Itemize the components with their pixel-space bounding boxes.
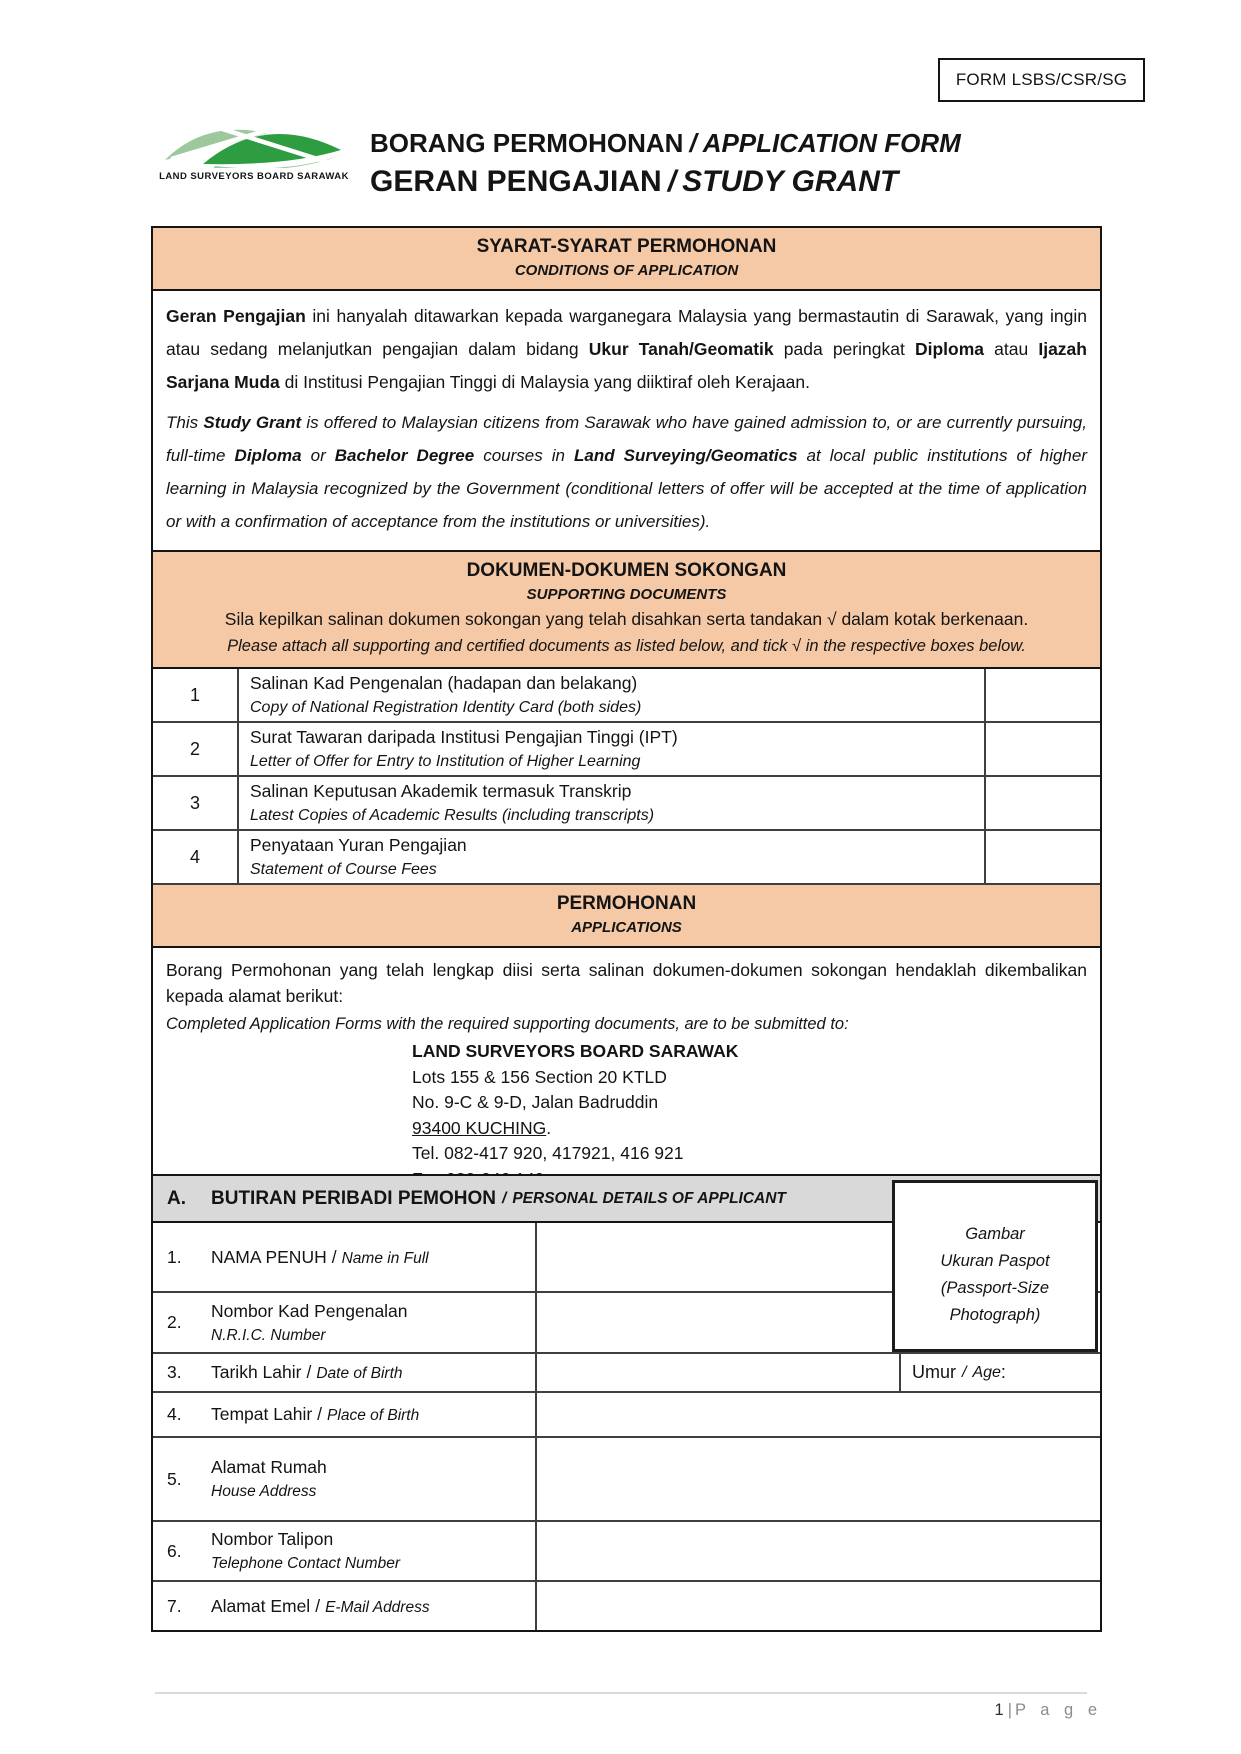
address-city: 93400 KUCHING. bbox=[412, 1117, 552, 1138]
field-label bbox=[153, 1393, 535, 1436]
address-line-2: No. 9-C & 9-D, Jalan Badruddin bbox=[412, 1092, 659, 1112]
field-row-telephone bbox=[153, 1522, 1100, 1582]
photo-box-line: Gambar bbox=[965, 1225, 1025, 1243]
field-house-address[interactable] bbox=[535, 1438, 1100, 1520]
applications-heading-malay: PERMOHONAN bbox=[556, 893, 697, 914]
applications-header bbox=[153, 885, 1100, 948]
label-separator: / bbox=[315, 1595, 321, 1616]
section-letter: A. bbox=[167, 1187, 186, 1209]
label-malay: Alamat Emel bbox=[211, 1595, 311, 1616]
document-row bbox=[153, 669, 1100, 723]
heading-separator: / bbox=[502, 1189, 507, 1207]
passport-photo-box[interactable] bbox=[892, 1180, 1098, 1352]
document-desc-malay: Surat Tawaran daripada Institusi Pengajian Tinggi (IPT) bbox=[250, 727, 678, 747]
form-title bbox=[370, 126, 961, 201]
photo-box-line: (Passport-Size bbox=[940, 1279, 1050, 1297]
document-description bbox=[239, 669, 986, 721]
label-english: E-Mail Address bbox=[325, 1598, 430, 1616]
document-desc-english: Latest Copies of Academic Results (including transcripts) bbox=[250, 807, 655, 824]
document-number: 2 bbox=[153, 723, 239, 775]
documents-heading-malay: DOKUMEN-DOKUMEN SOKONGAN bbox=[466, 560, 787, 581]
applications-paragraph-malay: Borang Permohonan yang telah lengkap diisi serta salinan dokumen-dokumen sokongan hendaklah dikembalikan kepada alamat berikut: bbox=[166, 960, 1087, 1006]
title-separator: / bbox=[667, 165, 677, 198]
field-number: 2. bbox=[167, 1312, 182, 1332]
title2-english: STUDY GRANT bbox=[682, 165, 899, 198]
form-code-box: FORM LSBS/CSR/SG bbox=[938, 58, 1145, 102]
document-description bbox=[239, 723, 986, 775]
field-number: 7. bbox=[167, 1595, 182, 1616]
field-row-house-address bbox=[153, 1438, 1100, 1522]
title1-english: APPLICATION FORM bbox=[702, 128, 961, 158]
land-surveyors-logo-icon bbox=[163, 116, 345, 168]
address-line-1: Lots 155 & 156 Section 20 KTLD bbox=[412, 1066, 667, 1087]
applications-body bbox=[153, 948, 1100, 1203]
document-number: 3 bbox=[153, 777, 239, 829]
document-checkbox[interactable] bbox=[986, 831, 1100, 883]
label-english: Name in Full bbox=[341, 1249, 429, 1267]
label-separator: / bbox=[331, 1246, 337, 1267]
field-label bbox=[153, 1438, 535, 1520]
document-number: 1 bbox=[153, 669, 239, 721]
label-malay: Nombor Kad Pengenalan bbox=[211, 1300, 408, 1321]
field-label bbox=[153, 1522, 535, 1580]
page-word: P a g e bbox=[1015, 1701, 1102, 1719]
age-label-separator: / bbox=[962, 1363, 967, 1381]
field-label bbox=[153, 1582, 535, 1630]
field-row-date-of-birth bbox=[153, 1354, 1100, 1393]
label-malay: NAMA PENUH bbox=[211, 1246, 327, 1267]
label-separator: / bbox=[317, 1404, 323, 1424]
age-label-malay: Umur bbox=[912, 1362, 956, 1382]
footer-separator: | bbox=[1007, 1701, 1012, 1719]
document-desc-english: Letter of Offer for Entry to Institution of Higher Learning bbox=[250, 753, 641, 770]
page-number: 1 bbox=[994, 1701, 1004, 1719]
field-number: 1. bbox=[167, 1246, 182, 1267]
field-number: 4. bbox=[167, 1404, 182, 1424]
document-description bbox=[239, 831, 986, 883]
submission-address bbox=[412, 1039, 1087, 1192]
document-row bbox=[153, 831, 1100, 885]
field-email-address[interactable] bbox=[535, 1582, 1100, 1630]
label-english: Place of Birth bbox=[327, 1407, 420, 1424]
document-desc-malay: Salinan Kad Pengenalan (hadapan dan belakang) bbox=[250, 673, 638, 693]
label-malay: Tempat Lahir bbox=[211, 1404, 313, 1424]
footer-divider bbox=[155, 1692, 1087, 1694]
age-label-colon: : bbox=[1000, 1362, 1006, 1382]
field-label bbox=[153, 1293, 535, 1352]
field-date-of-birth[interactable] bbox=[535, 1354, 899, 1391]
conditions-heading-malay: SYARAT-SYARAT PERMOHONAN bbox=[476, 236, 777, 257]
document-number: 4 bbox=[153, 831, 239, 883]
main-form-box bbox=[151, 226, 1102, 1205]
field-telephone-number[interactable] bbox=[535, 1522, 1100, 1580]
address-org-name: LAND SURVEYORS BOARD SARAWAK bbox=[412, 1041, 739, 1061]
applications-paragraph-english: Completed Application Forms with the required supporting documents, are to be submitted to: bbox=[166, 1015, 849, 1033]
photo-box-line: Photograph) bbox=[949, 1306, 1041, 1324]
conditions-paragraph-malay: Geran Pengajian ini hanyalah ditawarkan kepada warganegara Malaysia yang bermastautin di Sarawak, yang ingin atau sedang melanjutkan pengajian dalam bidang Ukur Tanah/Geomatik pada peringkat Diploma atau Ijazah Sarjana Muda di Institusi Pengajian Tinggi di Malaysia yang diiktiraf oleh Kerajaan. bbox=[166, 306, 1087, 392]
title2-malay: GERAN PENGAJIAN bbox=[370, 165, 662, 198]
label-english: Date of Birth bbox=[316, 1365, 403, 1382]
label-english: N.R.I.C. Number bbox=[211, 1326, 326, 1344]
document-desc-english: Statement of Course Fees bbox=[250, 861, 437, 878]
label-malay: Alamat Rumah bbox=[211, 1457, 327, 1477]
title-line-2 bbox=[370, 163, 961, 201]
photo-box-line: Ukuran Paspot bbox=[940, 1252, 1050, 1270]
document-checkbox[interactable] bbox=[986, 777, 1100, 829]
documents-header bbox=[153, 552, 1100, 669]
conditions-header bbox=[153, 228, 1100, 291]
field-age[interactable] bbox=[899, 1354, 1100, 1391]
conditions-heading-english: CONDITIONS OF APPLICATION bbox=[514, 262, 739, 279]
field-row-place-of-birth bbox=[153, 1393, 1100, 1438]
field-label bbox=[153, 1354, 535, 1391]
label-english: House Address bbox=[211, 1483, 317, 1500]
label-malay: Nombor Talipon bbox=[211, 1529, 334, 1549]
page-footer bbox=[151, 1701, 1102, 1720]
document-desc-malay: Salinan Keputusan Akademik termasuk Transkrip bbox=[250, 781, 632, 801]
document-checkbox[interactable] bbox=[986, 723, 1100, 775]
document-desc-english: Copy of National Registration Identity Card (both sides) bbox=[250, 699, 642, 716]
document-checkbox[interactable] bbox=[986, 669, 1100, 721]
title-separator: / bbox=[689, 128, 697, 158]
personal-heading-english: PERSONAL DETAILS OF APPLICANT bbox=[512, 1189, 786, 1207]
field-label bbox=[153, 1223, 535, 1291]
label-malay: Tarikh Lahir bbox=[211, 1362, 302, 1382]
age-label-english: Age bbox=[972, 1363, 1001, 1381]
conditions-paragraph-english: This Study Grant is offered to Malaysian citizens from Sarawak who have gained admission to, or are currently pursuing, full-time Diploma or Bachelor Degree courses in Land Surveying/Geomatics at local public institutions of higher learning in Malaysia recognized by the Government (conditional letters of offer will be accepted at the time of application or with a confirmation of acceptance from the institutions or universities). bbox=[166, 413, 1087, 531]
address-telephone: Tel. 082-417 920, 417921, 416 921 bbox=[412, 1143, 684, 1163]
documents-note-english: Please attach all supporting and certified documents as listed below, and tick √ in the respective boxes below. bbox=[227, 637, 1026, 655]
title-line-1 bbox=[370, 126, 961, 160]
org-logo bbox=[156, 116, 352, 182]
field-place-of-birth[interactable] bbox=[535, 1393, 1100, 1436]
document-row bbox=[153, 723, 1100, 777]
documents-heading-english: SUPPORTING DOCUMENTS bbox=[526, 586, 727, 603]
label-english: Telephone Contact Number bbox=[211, 1555, 400, 1572]
logo-caption: LAND SURVEYORS BOARD SARAWAK bbox=[159, 171, 349, 182]
label-separator: / bbox=[306, 1362, 312, 1382]
document-desc-malay: Penyataan Yuran Pengajian bbox=[250, 835, 467, 855]
personal-heading-malay: BUTIRAN PERIBADI PEMOHON bbox=[211, 1187, 497, 1209]
field-number: 3. bbox=[167, 1362, 182, 1382]
applications-heading-english: APPLICATIONS bbox=[571, 919, 682, 936]
field-row-email bbox=[153, 1582, 1100, 1630]
conditions-body bbox=[153, 291, 1100, 552]
field-number: 5. bbox=[167, 1468, 182, 1489]
title1-malay: BORANG PERMOHONAN bbox=[370, 128, 684, 158]
document-row bbox=[153, 777, 1100, 831]
field-number: 6. bbox=[167, 1540, 182, 1561]
documents-note-malay: Sila kepilkan salinan dokumen sokongan yang telah disahkan serta tandakan √ dalam kotak berkenaan. bbox=[224, 609, 1029, 629]
document-description bbox=[239, 777, 986, 829]
